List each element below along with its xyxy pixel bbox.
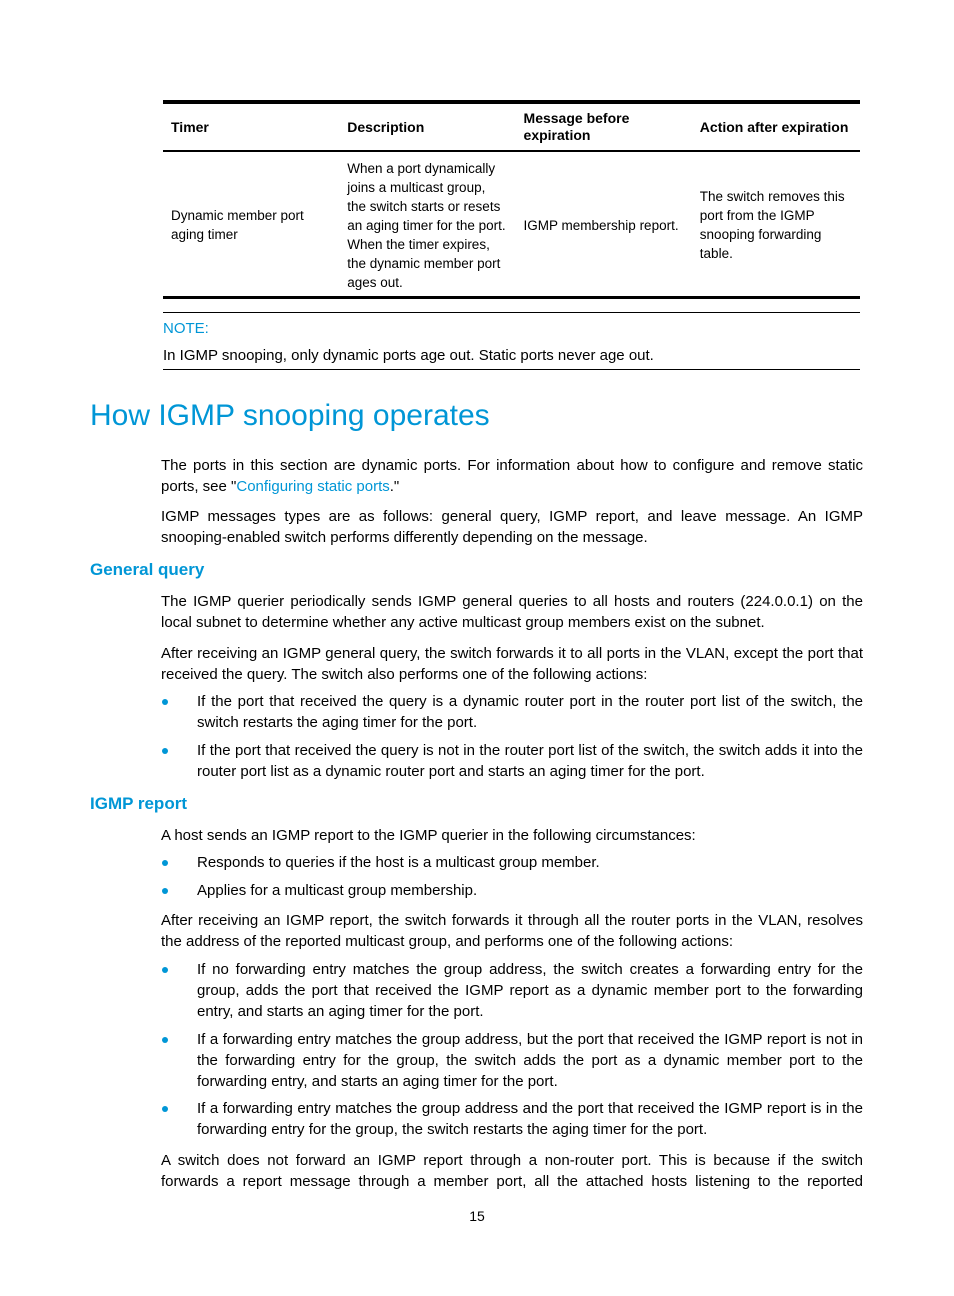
igmp-report-bullet-2: Applies for a multicast group membership. <box>197 882 478 899</box>
page-title: How IGMP snooping operates <box>90 399 490 432</box>
cell-description: When a port dynamically joins a multicast group, the switch starts or resets an aging timer for the port. When the timer expires, the dynamic member port ages out. <box>339 151 515 298</box>
intro-paragraph-1 <box>161 455 863 497</box>
igmp-report-bullet-1: Responds to queries if the host is a multicast group member. <box>197 854 600 871</box>
cell-timer: Dynamic member port aging timer <box>163 151 339 298</box>
general-query-bullet-1: If the port that received the query is a dynamic router port in the router port list of the switch, the switch restarts the aging timer for the port. <box>197 693 863 731</box>
note-box <box>163 312 860 370</box>
intro-paragraph-2: IGMP messages types are as follows: general query, IGMP report, and leave message. An IGMP snooping-enabled switch performs differently depending on the message. <box>161 508 863 546</box>
igmp-report-paragraph-1: A host sends an IGMP report to the IGMP querier in the following circumstances: <box>161 827 696 844</box>
header-message: Message before expiration <box>516 102 692 151</box>
page-number: 15 <box>469 1208 485 1224</box>
intro-text-before: The ports in this section are dynamic ports. For information about how to configure and remove static ports, see " <box>161 457 863 495</box>
header-description: Description <box>339 102 515 151</box>
general-query-heading: General query <box>90 560 205 579</box>
cell-message: IGMP membership report. <box>516 151 692 298</box>
igmp-report-bullet-4: If a forwarding entry matches the group address, but the port that received the IGMP report is not in the forwarding entry for the group, the switch adds the port as a dynamic member port to the forwarding entry, and starts an aging timer for the port. <box>197 1031 863 1090</box>
igmp-report-paragraph-2: After receiving an IGMP report, the switch forwards it through all the router ports in the VLAN, resolves the address of the reported multicast group, and performs one of the following actions: <box>161 912 863 950</box>
general-query-paragraph-1: The IGMP querier periodically sends IGMP general queries to all hosts and routers (224.0.0.1) on the local subnet to determine whether any active multicast group members exist on the subnet. <box>161 593 863 631</box>
table-header-row <box>163 102 860 151</box>
igmp-report-bullet-5: If a forwarding entry matches the group address and the port that received the IGMP report is in the forwarding entry for the group, the switch restarts the aging timer for the port. <box>197 1100 863 1138</box>
bullet-dot-icon <box>162 748 168 754</box>
bullet-dot-icon <box>162 699 168 705</box>
header-action: Action after expiration <box>692 102 860 151</box>
bullet-dot-icon <box>162 888 168 894</box>
general-query-bullet-2: If the port that received the query is not in the router port list of the switch, the switch adds it into the router port list as a dynamic router port and starts an aging timer for the port. <box>197 742 863 780</box>
igmp-report-bullet-3: If no forwarding entry matches the group address, the switch creates a forwarding entry for the group, adds the port that received the IGMP report as a dynamic member port to the forwarding entry, and starts an aging timer for the port. <box>197 961 863 1020</box>
intro-text-after: ." <box>389 478 400 495</box>
igmp-report-paragraph-3: A switch does not forward an IGMP report through a non-router port. This is because if the switch forwards a report message through a member port, all the attached hosts listening to the reported <box>161 1152 863 1190</box>
configuring-static-ports-link[interactable]: Configuring static ports <box>236 478 390 495</box>
header-timer: Timer <box>163 102 339 151</box>
bullet-dot-icon <box>162 860 168 866</box>
igmp-report-heading: IGMP report <box>90 794 187 813</box>
note-text: In IGMP snooping, only dynamic ports age out. Static ports never age out. <box>163 347 654 364</box>
cell-action: The switch removes this port from the IGMP snooping forwarding table. <box>692 151 860 298</box>
bullet-dot-icon <box>162 967 168 973</box>
bullet-dot-icon <box>162 1106 168 1112</box>
table-row <box>163 151 860 298</box>
bullet-dot-icon <box>162 1037 168 1043</box>
timer-table <box>163 100 860 299</box>
general-query-paragraph-2: After receiving an IGMP general query, the switch forwards it to all ports in the VLAN, except the port that received the query. The switch also performs one of the following actions: <box>161 645 863 683</box>
note-label: NOTE: <box>163 320 209 337</box>
